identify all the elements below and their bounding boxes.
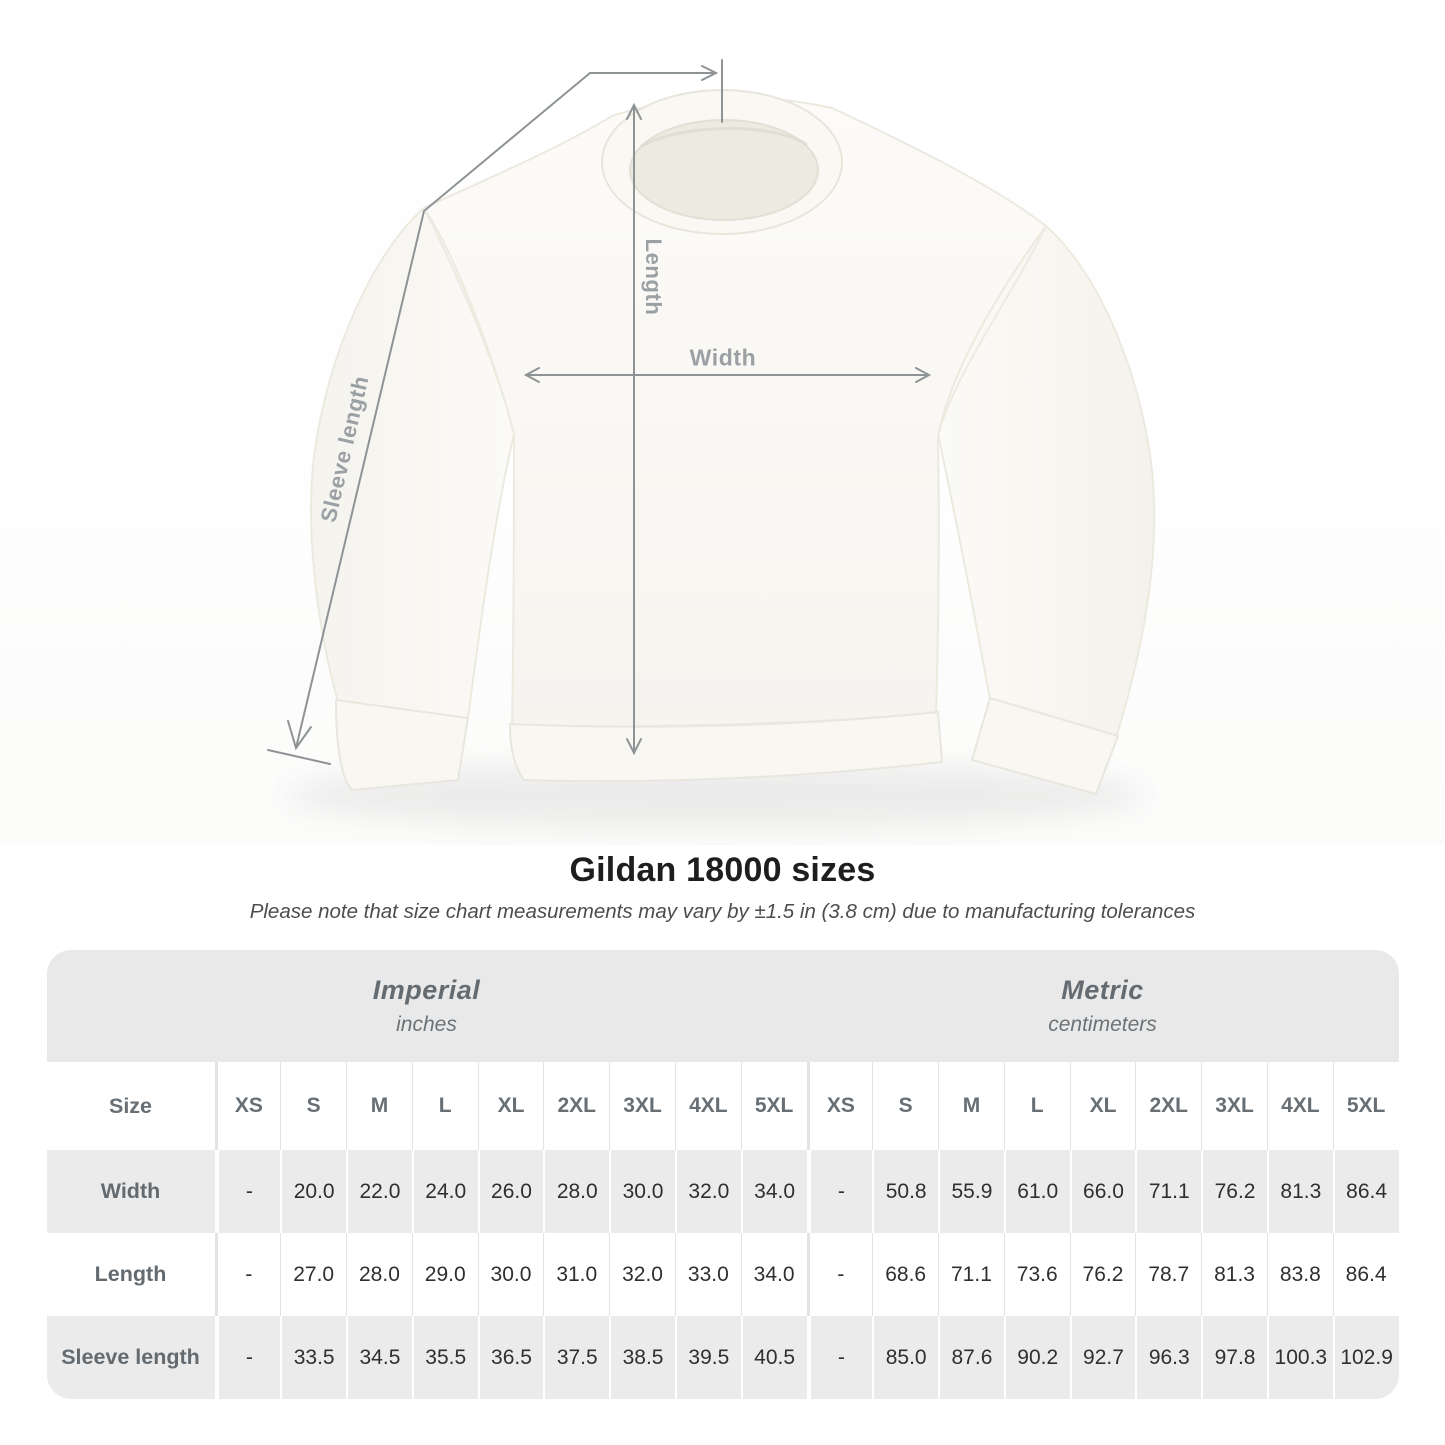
- imperial-header: [47, 950, 807, 1062]
- measurement-value-cell: 73.6: [1004, 1233, 1070, 1316]
- measurement-value-cell: -: [215, 1150, 281, 1233]
- metric-unit: centimeters: [1048, 1013, 1157, 1036]
- measurement-value-cell: 37.5: [543, 1316, 609, 1399]
- measurement-value-cell: 81.3: [1201, 1233, 1267, 1316]
- measurement-value-cell: 35.5: [412, 1316, 478, 1399]
- measurement-value-cell: 71.1: [1135, 1150, 1201, 1233]
- measurement-value-cell: 36.5: [478, 1316, 544, 1399]
- width-measurement-label: Width: [689, 344, 757, 371]
- size-column-header: S: [280, 1062, 346, 1150]
- measurement-value-cell: 40.5: [741, 1316, 807, 1399]
- measurement-value-cell: -: [215, 1233, 281, 1316]
- sleeve-length-measurement-label: Sleeve length: [315, 373, 374, 525]
- measurement-value-cell: -: [215, 1316, 281, 1399]
- measurement-value-cell: 86.4: [1333, 1233, 1399, 1316]
- measurement-value-cell: 34.0: [741, 1150, 807, 1233]
- size-column-header: 3XL: [609, 1062, 675, 1150]
- size-column-header: M: [938, 1062, 1004, 1150]
- measurement-value-cell: 97.8: [1201, 1316, 1267, 1399]
- measurement-value-cell: 29.0: [412, 1233, 478, 1316]
- measurement-value-cell: 28.0: [543, 1150, 609, 1233]
- sweatshirt-collar-opening: [630, 120, 818, 220]
- measurement-value-cell: 96.3: [1135, 1316, 1201, 1399]
- measurement-value-cell: 28.0: [346, 1233, 412, 1316]
- title-block: [0, 851, 1445, 924]
- measurement-value-cell: 92.7: [1070, 1316, 1136, 1399]
- size-column-header: XS: [215, 1062, 281, 1150]
- size-header-row: [47, 1062, 1399, 1150]
- measurement-value-cell: 34.0: [741, 1233, 807, 1316]
- measurement-value-cell: -: [807, 1150, 873, 1233]
- measurement-value-cell: 30.0: [478, 1233, 544, 1316]
- sleeve-length-end-cap: [268, 750, 330, 764]
- length-measurement-label: Length: [641, 238, 666, 316]
- measurement-value-cell: 100.3: [1267, 1316, 1333, 1399]
- measurement-value-cell: 66.0: [1070, 1150, 1136, 1233]
- size-column-header: 4XL: [675, 1062, 741, 1150]
- measurement-value-cell: 90.2: [1004, 1316, 1070, 1399]
- page-title: Gildan 18000 sizes: [569, 851, 876, 889]
- size-column-header: 3XL: [1201, 1062, 1267, 1150]
- metric-header: [807, 950, 1399, 1062]
- size-column-header: 5XL: [1333, 1062, 1399, 1150]
- size-table-rows: [47, 1062, 1399, 1399]
- measurement-value-cell: 31.0: [543, 1233, 609, 1316]
- measurement-row: [47, 1316, 1399, 1399]
- size-column-header: S: [872, 1062, 938, 1150]
- size-column-header: 2XL: [543, 1062, 609, 1150]
- size-column-header: L: [412, 1062, 478, 1150]
- size-column-header: 2XL: [1135, 1062, 1201, 1150]
- imperial-unit: inches: [396, 1013, 457, 1036]
- sweatshirt-garment: [311, 90, 1154, 794]
- imperial-title: Imperial: [372, 975, 481, 1005]
- measurement-value-cell: 30.0: [609, 1150, 675, 1233]
- measurement-value-cell: 24.0: [412, 1150, 478, 1233]
- measurement-row: [47, 1150, 1399, 1233]
- measurement-row-label: Width: [100, 1179, 161, 1203]
- measurement-value-cell: 33.5: [280, 1316, 346, 1399]
- measurement-value-cell: 76.2: [1201, 1150, 1267, 1233]
- measurement-value-cell: 20.0: [280, 1150, 346, 1233]
- measurement-value-cell: 32.0: [609, 1233, 675, 1316]
- measurement-value-cell: 83.8: [1267, 1233, 1333, 1316]
- measurement-value-cell: 26.0: [478, 1150, 544, 1233]
- size-column-header: L: [1004, 1062, 1070, 1150]
- size-column-header: XS: [807, 1062, 873, 1150]
- measurement-value-cell: 50.8: [872, 1150, 938, 1233]
- size-column-header: 5XL: [741, 1062, 807, 1150]
- metric-title: Metric: [1061, 975, 1144, 1005]
- measurement-row-label: Length: [94, 1262, 167, 1286]
- measurement-value-cell: 71.1: [938, 1233, 1004, 1316]
- measurement-value-cell: 76.2: [1070, 1233, 1136, 1316]
- size-header-label: Size: [108, 1093, 153, 1118]
- measurement-value-cell: -: [807, 1233, 873, 1316]
- measurement-value-cell: 85.0: [872, 1316, 938, 1399]
- size-chart-table: [47, 950, 1399, 1399]
- measurement-value-cell: 34.5: [346, 1316, 412, 1399]
- measurement-value-cell: 38.5: [609, 1316, 675, 1399]
- measurement-value-cell: 27.0: [280, 1233, 346, 1316]
- tolerance-note: Please note that size chart measurements may vary by ±1.5 in (3.8 cm) due to manufacturing tolerances: [249, 900, 1196, 923]
- measurement-value-cell: 78.7: [1135, 1233, 1201, 1316]
- measurement-value-cell: 33.0: [675, 1233, 741, 1316]
- measurement-value-cell: 68.6: [872, 1233, 938, 1316]
- measurement-value-cell: 81.3: [1267, 1150, 1333, 1233]
- measurement-value-cell: 61.0: [1004, 1150, 1070, 1233]
- unit-header-band: [47, 950, 1399, 1062]
- size-column-header: 4XL: [1267, 1062, 1333, 1150]
- size-column-header: XL: [478, 1062, 544, 1150]
- measurement-value-cell: 102.9: [1333, 1316, 1399, 1399]
- measurement-row: [47, 1233, 1399, 1316]
- measurement-value-cell: -: [807, 1316, 873, 1399]
- measurement-value-cell: 39.5: [675, 1316, 741, 1399]
- size-column-header: XL: [1070, 1062, 1136, 1150]
- measurement-value-cell: 86.4: [1333, 1150, 1399, 1233]
- measurement-value-cell: 22.0: [346, 1150, 412, 1233]
- size-column-header: M: [346, 1062, 412, 1150]
- measurement-row-label: Sleeve length: [61, 1345, 200, 1369]
- measurement-value-cell: 55.9: [938, 1150, 1004, 1233]
- measurement-value-cell: 32.0: [675, 1150, 741, 1233]
- measurement-value-cell: 87.6: [938, 1316, 1004, 1399]
